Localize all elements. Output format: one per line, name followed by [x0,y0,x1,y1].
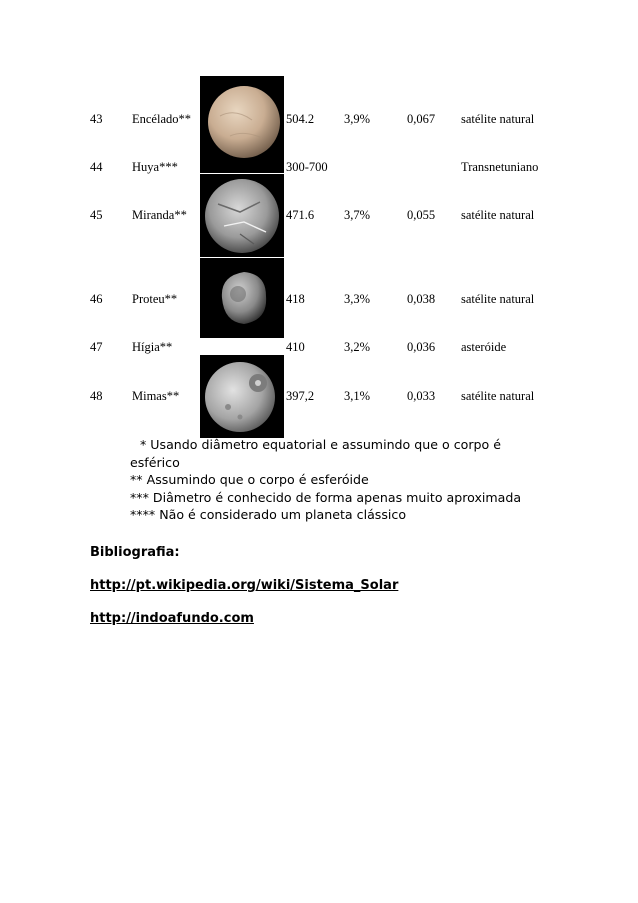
ratio-value: 0,055 [407,208,436,222]
diameter-value: 418 [286,292,305,306]
body-type: Transnetuniano [461,160,539,174]
ratio-value: 0,067 [407,112,436,126]
bibliography-link[interactable]: http://indoafundo.com [90,611,254,626]
body-name: Miranda** [132,208,187,222]
percent-value: 3,1% [344,389,371,403]
diameter-value: 410 [286,340,305,354]
percent-value: 3,3% [344,292,371,306]
diameter-value: 504.2 [286,112,315,126]
body-type: satélite natural [461,208,535,222]
mimas-photo [200,355,284,438]
ratio-value: 0,036 [407,340,436,354]
table-row [0,112,638,132]
row-number: 43 [90,112,103,126]
body-name: Hígia** [132,340,173,354]
footnote-line: * Usando diâmetro equatorial e assumindo que o corpo é [140,437,501,452]
footnote-line: **** Não é considerado um planeta clássico [130,507,407,523]
footnote-line: ** Assumindo que o corpo é esferóide [130,472,369,488]
ratio-value: 0,033 [407,389,436,403]
table-row [0,389,638,409]
percent-value: 3,7% [344,208,371,222]
footnote-line: esférico [130,454,180,470]
table-row [0,292,638,312]
ratio-value: 0,038 [407,292,436,306]
body-type: satélite natural [461,389,535,403]
percent-value: 3,2% [344,340,371,354]
footnotes [130,436,544,524]
footnote-line: *** Diâmetro é conhecido de forma apenas muito aproximada [130,489,522,505]
diameter-value: 471.6 [286,208,315,222]
proteus-photo [200,258,284,338]
row-number: 48 [90,389,103,403]
body-name: Encélado** [132,112,192,126]
table-row [0,160,638,180]
table-row [0,340,638,360]
percent-value: 3,9% [344,112,371,126]
row-number: 47 [90,340,103,354]
diameter-value: 397,2 [286,389,315,403]
body-name: Proteu** [132,292,178,306]
body-type: satélite natural [461,292,535,306]
enceladus-photo [200,76,284,173]
bibliography-title: Bibliografia: [90,545,180,560]
diameter-value: 300-700 [286,160,328,174]
row-number: 46 [90,292,103,306]
body-type: satélite natural [461,112,535,126]
body-name: Huya*** [132,160,178,174]
row-number: 44 [90,160,103,174]
miranda-photo [200,174,284,257]
body-name: Mimas** [132,389,180,403]
body-type: asteróide [461,340,507,354]
row-number: 45 [90,208,103,222]
table-row [0,208,638,228]
bibliography-link[interactable]: http://pt.wikipedia.org/wiki/Sistema_Solar [90,578,399,593]
